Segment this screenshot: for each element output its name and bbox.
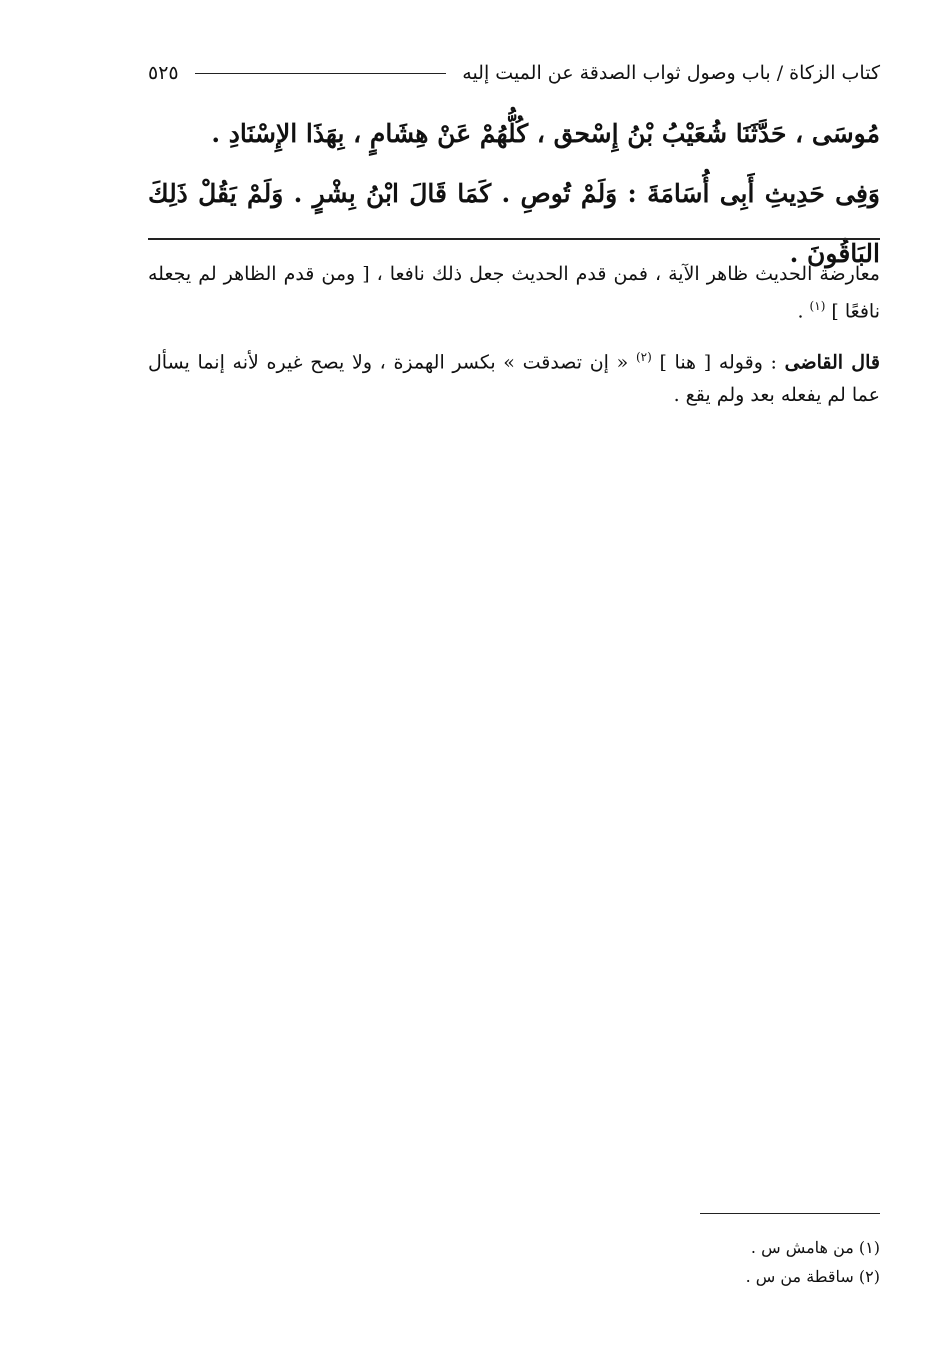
running-title: كتاب الزكاة / باب وصول ثواب الصدقة عن الميت إليه xyxy=(462,62,880,84)
hadith-text xyxy=(148,104,880,284)
paragraph-end: . xyxy=(797,300,810,323)
paragraph-text: : وقوله [ هنا ] xyxy=(651,351,785,374)
paragraph-text: « إن تصدقت » بكسر الهمزة ، ولا يصح غيره لأنه إنما يسأل عما لم يفعله بعد ولم يقع . xyxy=(148,351,880,406)
commentary-paragraph xyxy=(148,341,880,410)
hadith-line: مُوسَى ، حَدَّثَنَا شُعَيْبُ بْنُ إِسْحق ، كُلُّهُمْ عَنْ هِشَامٍ ، بِهَذَا الإِسْنَادِ . xyxy=(211,119,880,148)
speaker-label: قال القاضى xyxy=(784,351,880,374)
footnote-ref: (٢) xyxy=(635,350,652,365)
commentary xyxy=(148,258,880,425)
footnote-rule xyxy=(700,1213,880,1214)
commentary-paragraph xyxy=(148,258,880,327)
footnote: (١) من هامش س . xyxy=(750,1238,880,1257)
footnotes xyxy=(600,1233,880,1291)
hadith-line: وَفِى حَدِيثِ أَبِى أُسَامَةَ : وَلَمْ تُوصِ . كَمَا قَالَ ابْنُ بِشْرٍ . وَلَمْ يَقُلْ ذَلِكَ البَاقُونَ . xyxy=(148,179,880,268)
footnote-ref: (١) xyxy=(809,299,826,313)
page-header xyxy=(148,56,880,90)
section-divider xyxy=(148,238,880,240)
page-number: ٥٢٥ xyxy=(148,62,179,84)
paragraph-text: معارضة الحديث ظاهر الآية ، فمن قدم الحديث جعل ذلك نافعا ، [ ومن قدم الظاهر لم يجعله نافعًا ] xyxy=(148,263,880,323)
header-rule xyxy=(195,73,447,74)
footnote: (٢) ساقطة من س . xyxy=(745,1267,880,1286)
